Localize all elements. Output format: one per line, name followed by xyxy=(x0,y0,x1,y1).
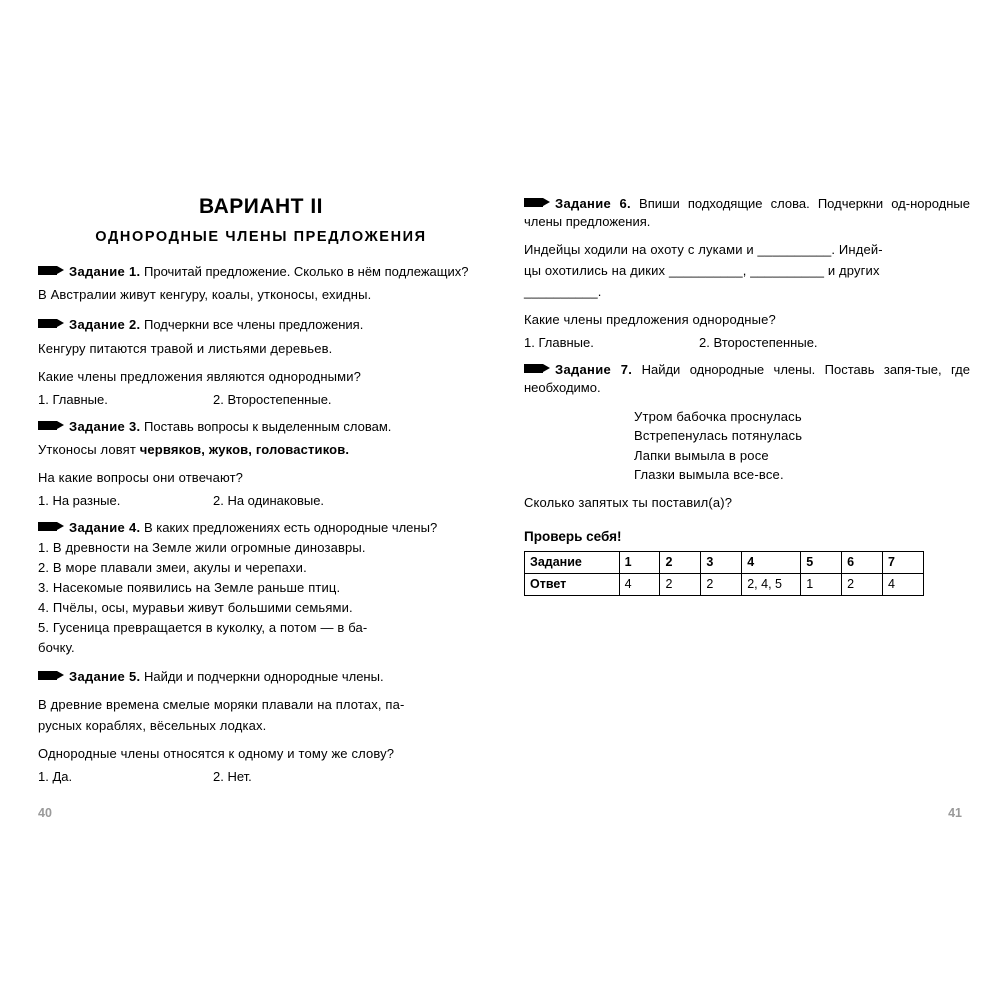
table-cell-answer-5: 1 xyxy=(801,573,842,595)
task-2-body: Кенгуру питаются травой и листьями деревьев. xyxy=(38,340,333,356)
table-cell-answer-4: 2, 4, 5 xyxy=(742,573,801,595)
poem-line: Утром бабочка проснулась xyxy=(634,408,802,424)
task-3-prompt: Поставь вопросы к выделенным словам. xyxy=(144,418,392,434)
poem-line: Встрепенулась потянулась xyxy=(634,428,803,444)
task-6-option-2[interactable]: 2. Второстепенные. xyxy=(699,334,818,350)
task-6-label: Задание 6. xyxy=(555,196,631,211)
table-row xyxy=(525,551,924,573)
pencil-icon xyxy=(38,319,64,328)
task-6-prompt: Впиши подходящие слова. Подчеркни од-нородные члены предложения. xyxy=(524,196,970,230)
pencil-icon xyxy=(38,671,64,680)
check-yourself-title: Проверь себя! xyxy=(524,528,622,544)
task-6-question: Какие члены предложения однородные? xyxy=(524,311,776,327)
task-1 xyxy=(38,263,484,305)
task-5-option-2[interactable]: 2. Нет. xyxy=(213,768,252,784)
list-item[interactable]: 2. В море плавали змеи, акулы и черепахи. xyxy=(38,559,307,575)
task-5-body-line-2: русных кораблях, вёсельных лодках. xyxy=(38,717,267,733)
task-5 xyxy=(38,668,484,783)
table-cell-task-3: 3 xyxy=(701,551,742,573)
task-3-options xyxy=(38,493,484,508)
poem-line: Глазки вымыла все-все. xyxy=(634,467,784,483)
task-3-question: На какие вопросы они отвечают? xyxy=(38,470,244,486)
task-2-option-2[interactable]: 2. Второстепенные. xyxy=(213,391,332,407)
task-3-body-bold: червяков, жуков, головастиков. xyxy=(139,442,350,458)
task-5-header xyxy=(38,668,484,686)
list-item[interactable]: 4. Пчёлы, осы, муравьи живут большими семьями. xyxy=(38,599,353,615)
table-cell-task-1: 1 xyxy=(619,551,660,573)
table-cell-task-6: 6 xyxy=(842,551,883,573)
list-item[interactable]: 1. В древности на Земле жили огромные динозавры. xyxy=(38,539,366,555)
task-6 xyxy=(524,195,970,350)
task-6-body-line-1[interactable]: Индейцы ходили на охоту с луками и __________. Индей- xyxy=(524,241,883,257)
table-cell-answer-7: 4 xyxy=(883,573,924,595)
task-3-option-1[interactable]: 1. На разные. xyxy=(38,493,121,509)
task-3 xyxy=(38,418,484,508)
task-2-options xyxy=(38,392,484,407)
list-item[interactable]: 3. Насекомые появились на Земле раньше птиц. xyxy=(38,579,341,595)
task-2-option-1[interactable]: 1. Главные. xyxy=(38,391,108,407)
answer-key-table xyxy=(524,551,924,596)
task-3-option-2[interactable]: 2. На одинаковые. xyxy=(213,493,325,509)
task-5-options xyxy=(38,769,484,784)
table-cell-task-4: 4 xyxy=(742,551,801,573)
task-4-prompt: В каких предложениях есть однородные члены? xyxy=(144,520,438,536)
task-3-header xyxy=(38,418,484,436)
page-title: ВАРИАНТ II xyxy=(198,195,324,218)
task-6-body-line-2[interactable]: цы охотились на диких __________, __________ и других xyxy=(524,262,880,278)
table-cell-answer-3: 2 xyxy=(701,573,742,595)
task-7-label: Задание 7. xyxy=(555,361,633,377)
task-2-question: Какие члены предложения являются однородными? xyxy=(38,368,362,384)
poem-line: Лапки вымыла в росе xyxy=(634,447,769,463)
table-cell-answer-1: 4 xyxy=(619,573,660,595)
task-5-label: Задание 5. xyxy=(69,669,141,685)
task-4 xyxy=(38,519,484,657)
table-header-task: Задание xyxy=(525,551,620,573)
task-5-prompt: Найди и подчеркни однородные члены. xyxy=(144,669,384,685)
task-2 xyxy=(38,316,484,406)
pencil-icon xyxy=(38,421,64,430)
task-6-options xyxy=(524,335,970,350)
pencil-icon xyxy=(38,266,64,275)
list-item-continuation: бочку. xyxy=(38,639,75,655)
task-2-label: Задание 2. xyxy=(69,317,141,333)
task-4-items xyxy=(38,539,484,658)
task-5-body-line-1: В древние времена смелые моряки плавали на плотах, па- xyxy=(38,696,405,712)
task-5-option-1[interactable]: 1. Да. xyxy=(38,768,73,784)
table-cell-task-5: 5 xyxy=(801,551,842,573)
task-2-prompt: Подчеркни все члены предложения. xyxy=(144,317,364,333)
pencil-icon xyxy=(524,198,550,207)
task-6-option-1[interactable]: 1. Главные. xyxy=(524,334,594,350)
task-2-header xyxy=(38,316,484,334)
right-page xyxy=(524,195,970,795)
left-page xyxy=(30,195,484,795)
task-5-question: Однородные члены относятся к одному и тому же слову? xyxy=(38,745,395,761)
task-7 xyxy=(524,361,970,513)
page-number-left: 40 xyxy=(38,806,52,820)
page-number-right: 41 xyxy=(948,806,962,820)
task-6-body-line-3[interactable]: __________. xyxy=(524,283,602,299)
task-1-body: В Австралии живут кенгуру, коалы, утконосы, ехидны. xyxy=(38,287,372,303)
task-7-prompt: Найди однородные члены. Поставь запя-тые, где необходимо. xyxy=(524,361,970,396)
table-cell-task-2: 2 xyxy=(660,551,701,573)
topic-title: ОДНОРОДНЫЕ ЧЛЕНЫ ПРЕДЛОЖЕНИЯ xyxy=(95,229,427,245)
task-3-label: Задание 3. xyxy=(69,418,141,434)
task-4-header xyxy=(38,519,484,537)
task-7-poem[interactable] xyxy=(524,407,970,485)
two-page-spread xyxy=(30,195,970,795)
table-header-answer: Ответ xyxy=(525,573,620,595)
task-7-header xyxy=(524,361,970,398)
pencil-icon xyxy=(38,522,64,531)
task-1-header xyxy=(38,263,484,281)
task-3-body xyxy=(38,441,484,460)
task-6-header xyxy=(524,195,970,232)
task-1-label: Задание 1. xyxy=(69,264,141,279)
task-1-prompt: Прочитай предложение. Сколько в нём подлежащих? xyxy=(144,264,469,279)
task-4-label: Задание 4. xyxy=(69,520,141,536)
table-cell-task-7: 7 xyxy=(883,551,924,573)
table-row xyxy=(525,573,924,595)
table-cell-answer-6: 2 xyxy=(842,573,883,595)
table-cell-answer-2: 2 xyxy=(660,573,701,595)
task-7-question: Сколько запятых ты поставил(а)? xyxy=(524,494,733,510)
pencil-icon xyxy=(524,364,550,373)
list-item[interactable]: 5. Гусеница превращается в куколку, а потом — в ба- xyxy=(38,619,368,635)
task-3-body-plain: Утконосы ловят xyxy=(38,442,140,458)
